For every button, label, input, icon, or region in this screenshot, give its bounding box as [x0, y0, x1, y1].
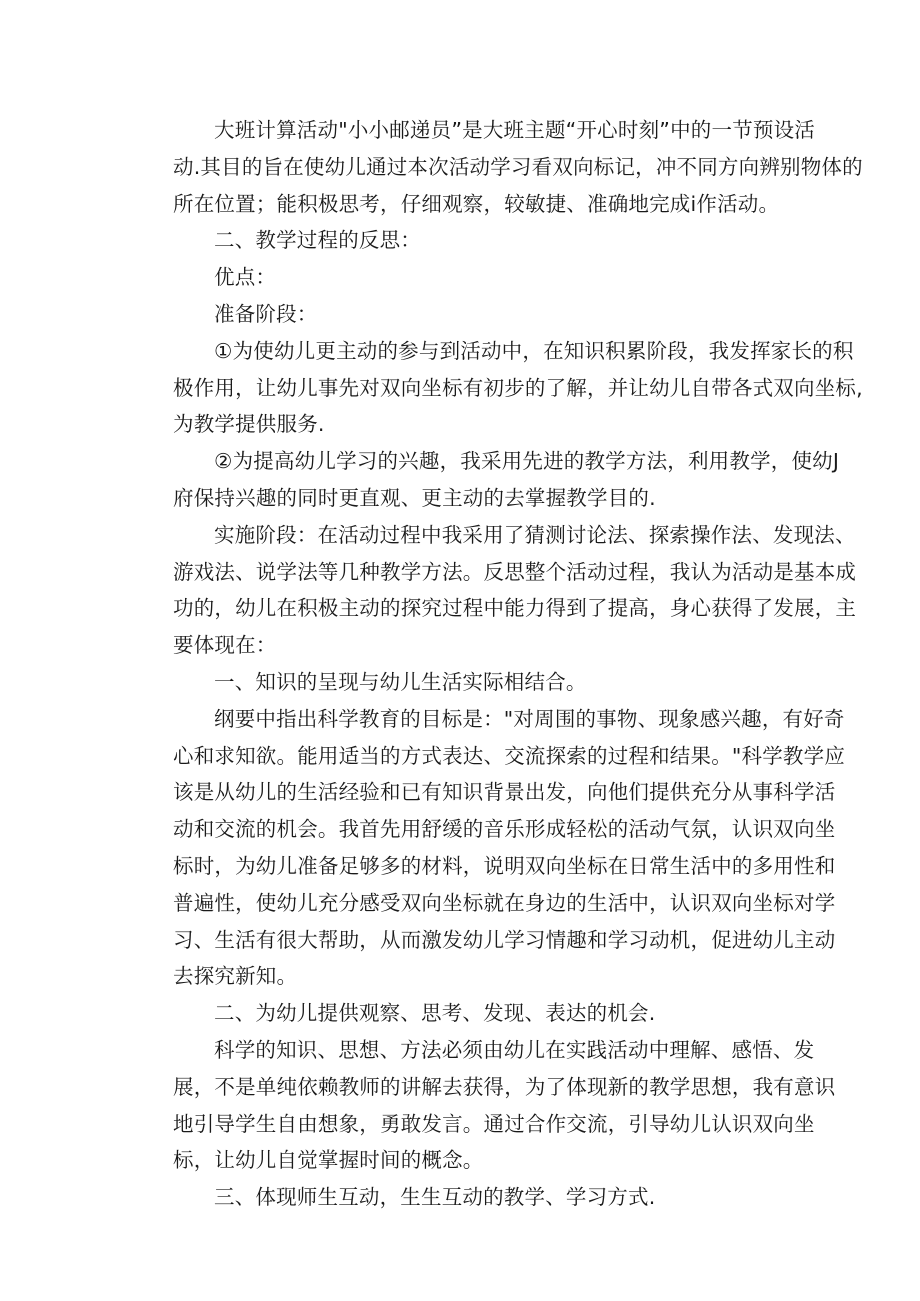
text-line: 准备阶段：	[214, 301, 318, 326]
heading-point-1	[132, 664, 792, 701]
text-line: 极作用，让幼儿事先对双向坐标有初步的了解，并让幼儿自带各式双向坐标,	[173, 375, 863, 400]
text-line: 科学的知识、思想、方法必须由幼儿在实践活动中理解、感悟、发	[214, 1037, 815, 1062]
text-line: 纲要中指出科学教育的目标是："对周围的事物、现象感兴趣，有好奇	[214, 706, 845, 731]
paragraph-point-1	[132, 701, 846, 995]
document-body	[132, 112, 863, 1216]
paragraph-implementation	[132, 517, 857, 664]
subheading-preparation	[132, 296, 792, 333]
text-line: 功的，幼儿在积极主动的探究过程中能力得到了提高，身心获得了发展，主	[173, 596, 857, 621]
text-line: 心和求知欲。能用适当的方式表达、交流探索的过程和结果。"科学教学应	[173, 743, 846, 768]
text-line: 标，让幼儿自觉掌握时间的概念。	[173, 1148, 484, 1173]
heading-point-2	[132, 995, 792, 1032]
text-line: 二、教学过程的反思：	[214, 228, 421, 253]
text-line: 三、体现师生互动，生生互动的教学、学习方式.	[214, 1185, 656, 1210]
heading-point-3	[132, 1179, 792, 1216]
text-line: 动和交流的机会。我首先用舒缓的音乐形成轻松的活动气氛，认识双向坐	[173, 817, 836, 842]
paragraph-point-2	[132, 1032, 836, 1179]
text-line: 二、为幼儿提供观察、思考、发现、表达的机会.	[214, 1001, 656, 1026]
text-line: 府保持兴趣的同时更直观、更主动的去掌握教学目的.	[173, 485, 656, 510]
text-line: 习、生活有很大帮助，从而激发幼儿学习情趣和学习动机，促进幼儿主动	[173, 927, 836, 952]
text-line: ②为提高幼儿学习的兴趣，我采用先进的教学方法，利用教学，使幼J	[214, 449, 840, 474]
text-line: 展，不是单纯依赖教师的讲解去获得，为了体现新的教学思想，我有意识	[173, 1074, 836, 1099]
subheading-strengths	[132, 259, 792, 296]
text-line: 该是从幼儿的生活经验和已有知识背景出发，向他们提供充分从事科学活	[173, 780, 836, 805]
text-line: 动.其目的旨在使幼儿通过本次活动学习看双向标记，冲不同方向辨别物体的	[173, 154, 863, 179]
text-line: 优点：	[214, 265, 277, 290]
text-line: 标时，为幼儿准备足够多的材料，说明双向坐标在日常生活中的多用性和	[173, 853, 836, 878]
text-line: ①为使幼儿更主动的参与到活动中，在知识积累阶段，我发挥家长的积	[214, 338, 854, 363]
text-line: 实施阶段：在活动过程中我采用了猜测讨论法、探索操作法、发现法、	[214, 522, 856, 547]
text-line: 一、知识的呈现与幼儿生活实际相结合。	[214, 669, 587, 694]
text-line: 游戏法、说学法等几种教学方法。反思整个活动过程，我认为活动是基本成	[173, 559, 857, 584]
text-line: 普遍性，使幼儿充分感受双向坐标就在身边的生活中，认识双向坐标对学	[173, 890, 836, 915]
section-heading-reflection	[132, 222, 792, 259]
text-line: 所在位置；能积极思考，仔细观察，较敏捷、准确地完成i作活动。	[173, 191, 780, 216]
text-line: 为教学提供服务.	[173, 412, 325, 437]
text-line: 地引导学生自由想象，勇敢发言。通过合作交流，引导幼儿认识双向坐	[173, 1111, 815, 1136]
paragraph-preparation-1	[132, 333, 863, 443]
paragraph-preparation-2	[132, 443, 840, 517]
text-line: 去探究新知。	[173, 964, 298, 989]
text-line: 大班计算活动"小小邮递员”是大班主题“开心时刻”中的一节预设活	[214, 118, 815, 142]
paragraph-intro	[132, 112, 863, 222]
text-line: 要体现在：	[173, 633, 277, 658]
